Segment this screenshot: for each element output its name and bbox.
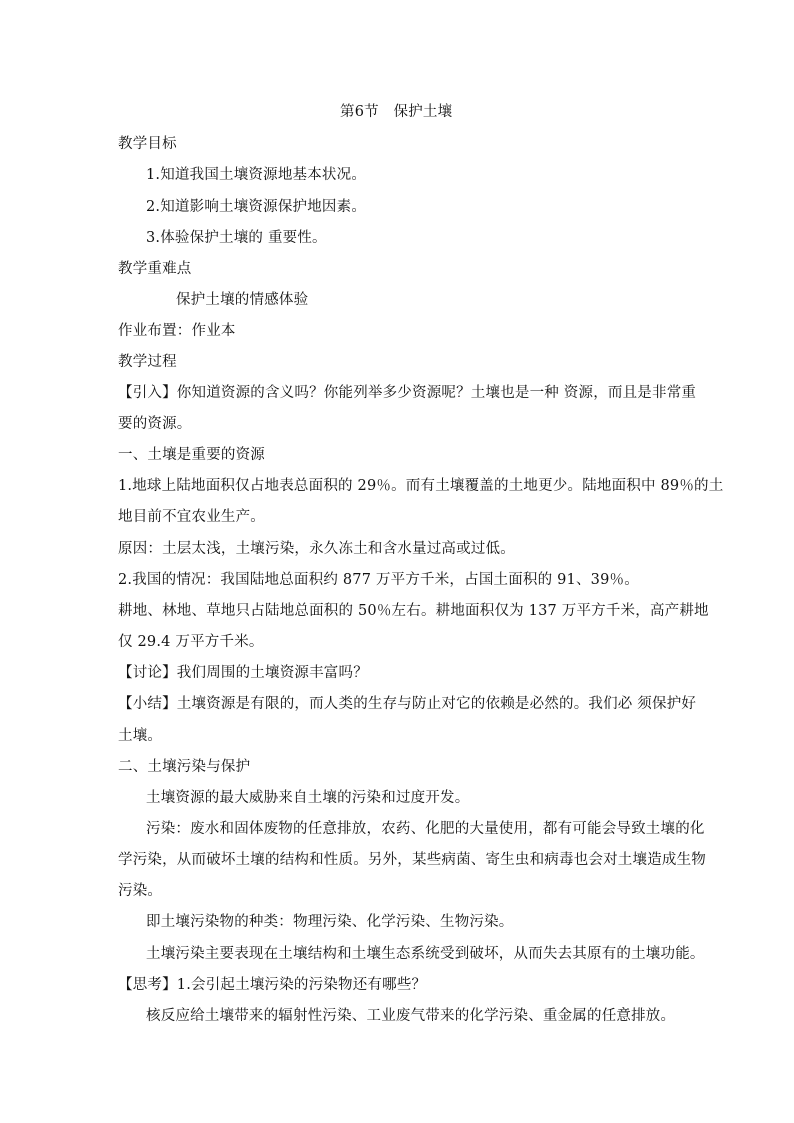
paragraph-line: 地目前不宜农业生产。 <box>118 509 265 525</box>
paragraph-line: 【思考】1.会引起土壤污染的污染物还有哪些？ <box>118 977 427 993</box>
paragraph-line: 污染：废水和固体废物的任意排放，农药、化肥的大量使用，都有可能会导致土壤的化 <box>146 821 705 837</box>
paragraph-line: 1.地球上陆地面积仅占地表总面积的 29％。而有土壤覆盖的土地更少。陆地面积中 89％的土 <box>118 478 724 494</box>
paragraph-line: 土壤。 <box>118 728 163 744</box>
heading-process: 教学过程 <box>118 354 177 370</box>
paragraph-line: 耕地、林地、草地只占陆地总面积的 50％左右。耕地面积仅为 137 万平方千米，高产耕地 <box>118 603 709 619</box>
paragraph-line: 核反应给土壤带来的辐射性污染、工业废气带来的化学污染、重金属的任意排放。 <box>146 1008 676 1024</box>
paragraph-line: 原因：土层太浅，土壤污染，永久冻土和含水量过高或过低。 <box>118 541 515 557</box>
homework-text: 作业布置：作业本 <box>118 323 236 339</box>
section-heading: 二、土壤污染与保护 <box>118 759 251 775</box>
page-title: 第6节 保护土壤 <box>340 104 453 120</box>
paragraph-line: 即土壤污染物的种类：物理污染、化学污染、生物污染。 <box>146 914 514 930</box>
paragraph-line: 学污染，从而破坏土壤的结构和性质。另外，某些病菌、寄生虫和病毒也会对土壤造成生物 <box>118 852 706 868</box>
objective-item: 1.知道我国土壤资源地基本状况。 <box>146 167 367 183</box>
paragraph-line: 要的资源。 <box>118 416 192 432</box>
paragraph-line: 土壤资源的最大威胁来自土壤的污染和过度开发。 <box>146 790 470 806</box>
paragraph-line: 污染。 <box>118 883 163 899</box>
objective-item: 2.知道影响土壤资源保护地因素。 <box>146 199 367 215</box>
paragraph-line: 【小结】土壤资源是有限的，而人类的生存与防止对它的依赖是必然的。我们必 须保护好 <box>118 696 697 712</box>
heading-objectives: 教学目标 <box>118 136 177 152</box>
heading-key-points: 教学重难点 <box>118 261 192 277</box>
objective-item: 3.体验保护土壤的 重要性。 <box>146 230 327 246</box>
paragraph-line: 2.我国的情况：我国陆地总面积约 877 万平方千米，占国土面积的 91、39％。 <box>118 572 639 588</box>
paragraph-line: 【引入】你知道资源的含义吗？你能列举多少资源呢？土壤也是一种 资源，而且是非常重 <box>118 385 697 401</box>
paragraph-line: 仅 29.4 万平方千米。 <box>118 634 264 650</box>
section-heading: 一、土壤是重要的资源 <box>118 447 265 463</box>
key-point-text: 保护土壤的情感体验 <box>176 292 309 308</box>
paragraph-line: 土壤污染主要表现在土壤结构和土壤生态系统受到破坏，从而失去其原有的土壤功能。 <box>146 946 705 962</box>
paragraph-line: 【讨论】我们周围的土壤资源丰富吗？ <box>118 665 368 681</box>
